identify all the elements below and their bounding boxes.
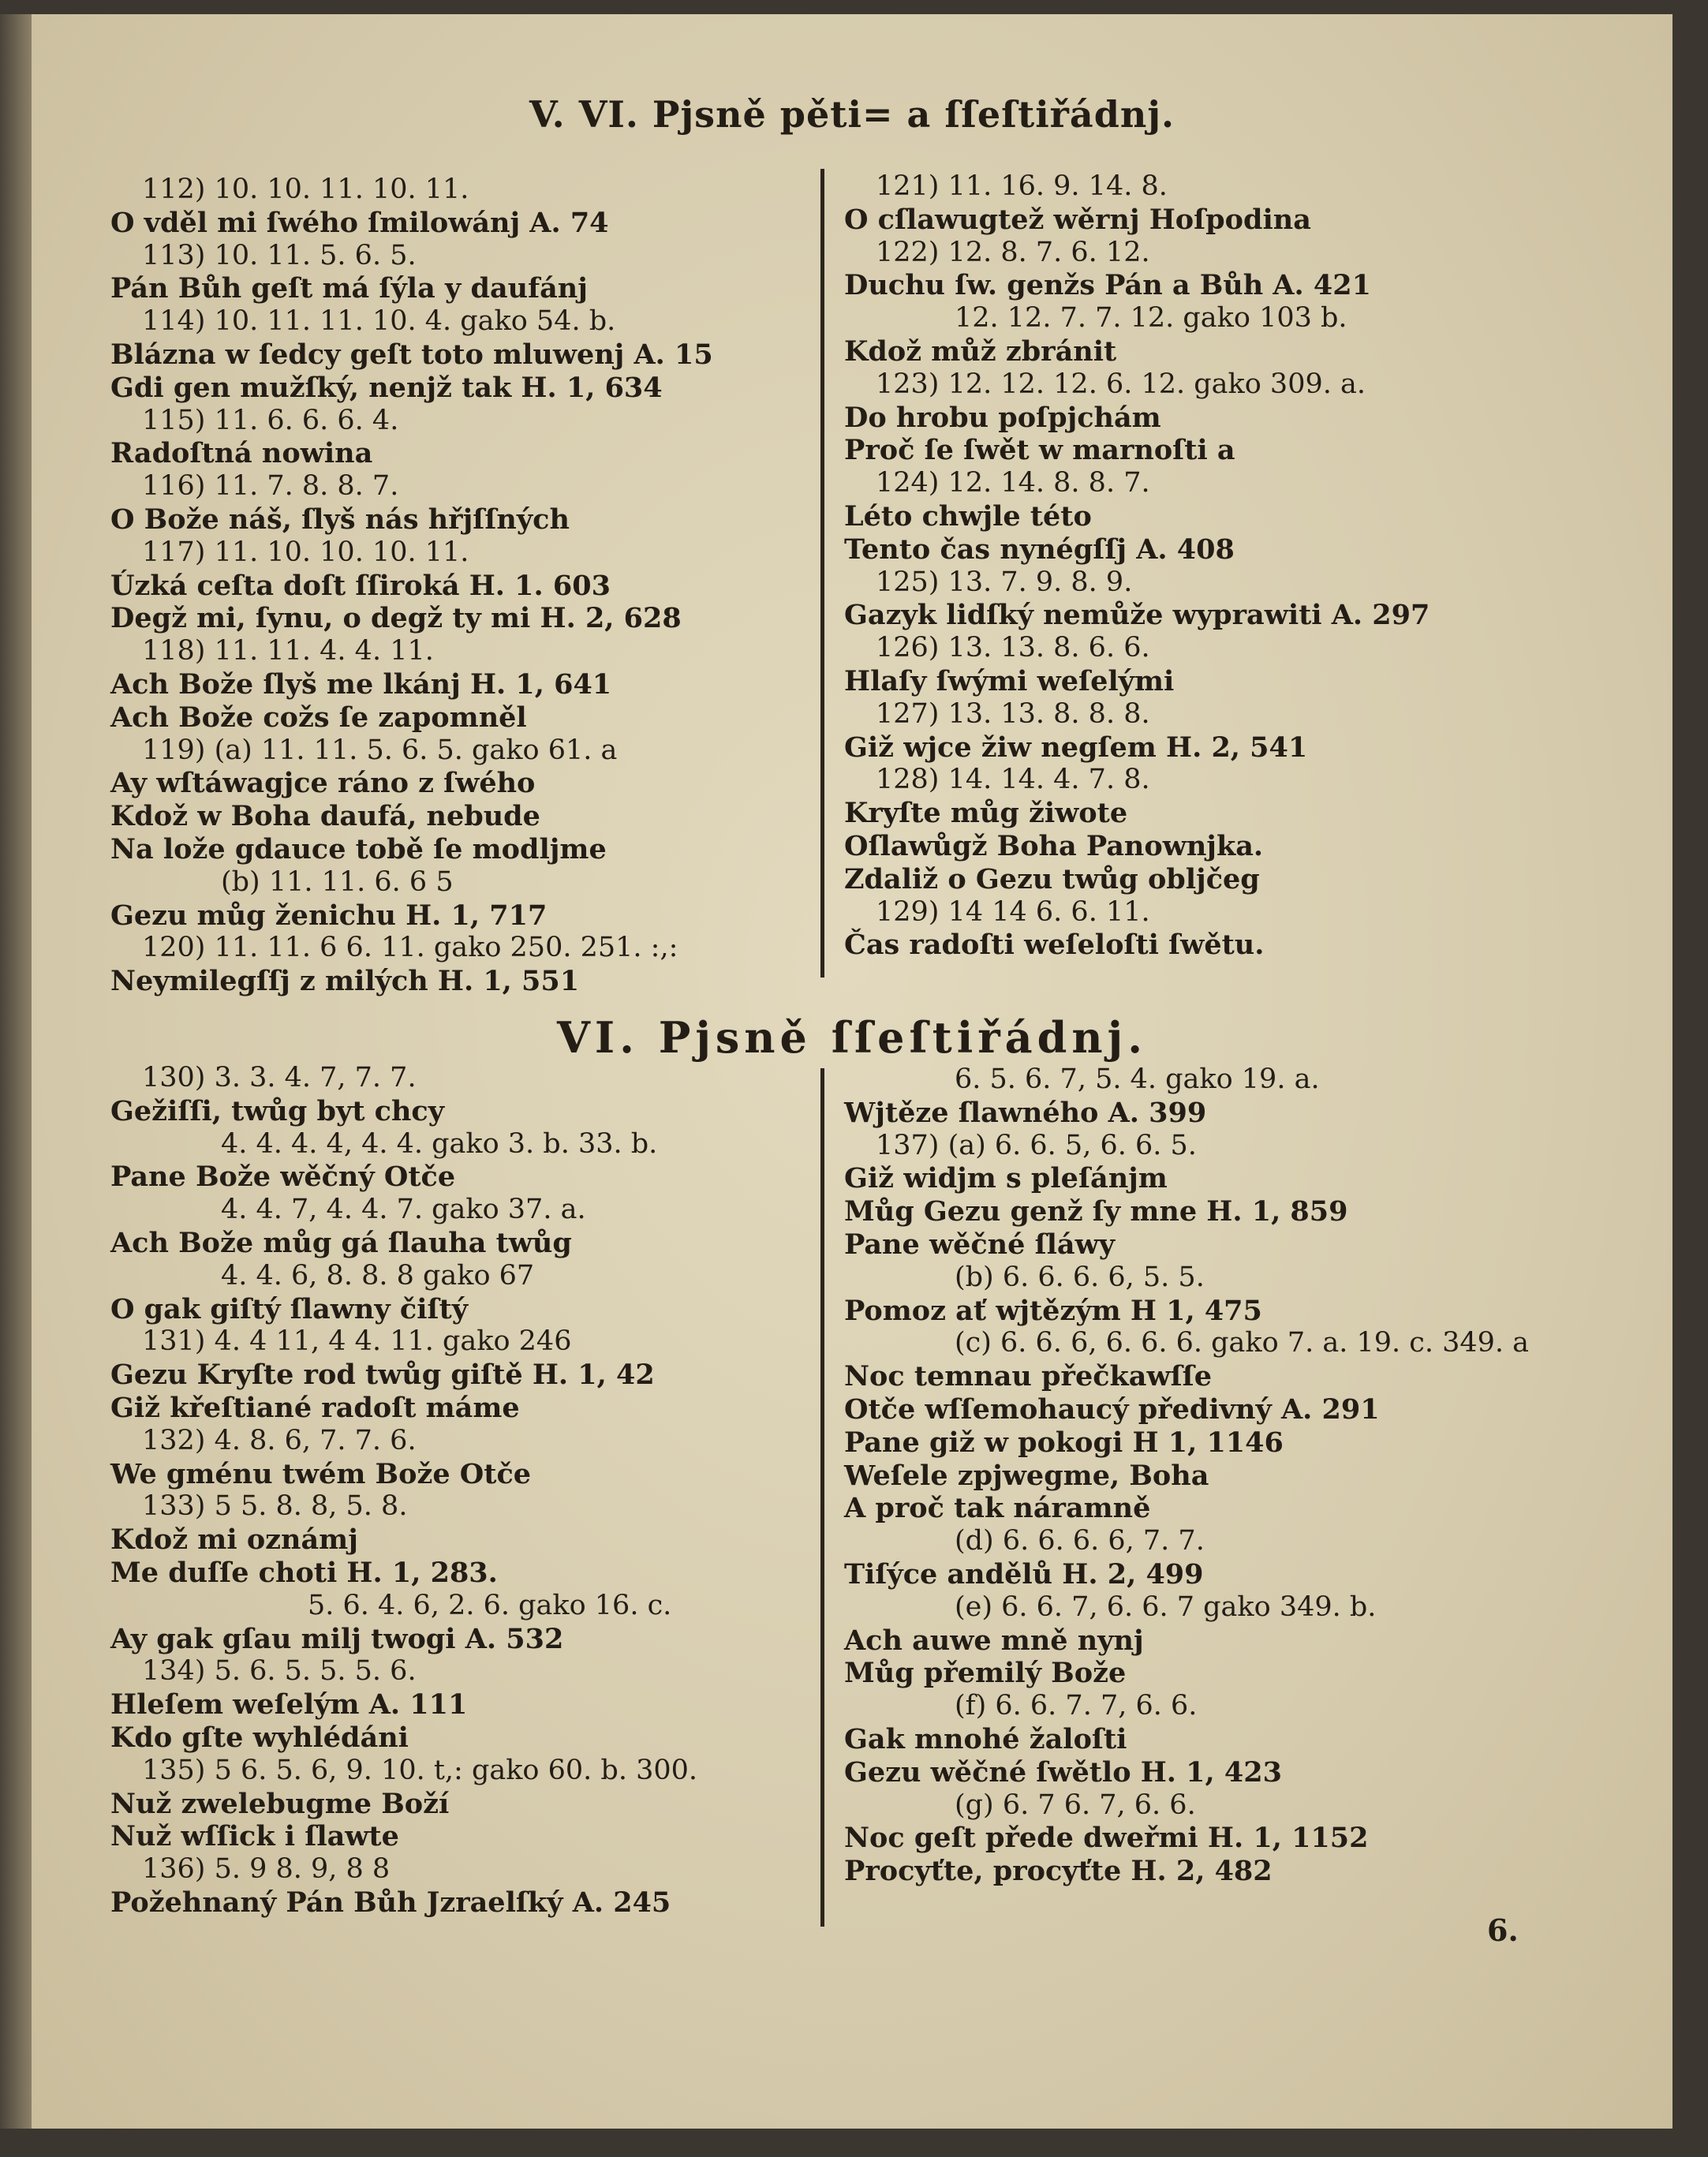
hymn-title-line: Pán Bůh geſt má ſýla y daufánj <box>110 272 588 305</box>
hymn-title-line: O vděl mi ſwého ſmilowánj A. 74 <box>110 206 609 239</box>
hymn-title-line: Pane giž w pokogi H 1, 1146 <box>844 1426 1284 1459</box>
hymn-title-line: Požehnaný Pán Bůh Jzraelſký A. 245 <box>110 1886 671 1919</box>
meter-line: 124) 12. 14. 8. 8. 7. <box>876 467 1150 499</box>
hymn-title-line: Kdož mi oznámj <box>110 1523 358 1557</box>
catchword: 6. <box>1487 1912 1519 1948</box>
meter-line: 114) 10. 11. 11. 10. 4. gako 54. b. <box>142 305 616 338</box>
meter-line: 117) 11. 10. 10. 10. 11. <box>142 536 469 568</box>
hymn-title-line: Ay gak gſau milj twogi A. 532 <box>110 1622 564 1655</box>
hymn-title-line: Blázna w ſedcy geſt toto mluwenj A. 15 <box>110 338 713 371</box>
hymn-title-line: Ach Bože cožs ſe zapomněl <box>110 701 527 734</box>
meter-line: 118) 11. 11. 4. 4. 11. <box>142 635 434 667</box>
hymn-title-line: Nuž zwelebugme Boží <box>110 1787 450 1820</box>
meter-line: 4. 4. 6, 8. 8. 8 gako 67 <box>221 1259 535 1292</box>
hymn-title-line: Noc temnau přečkawſſe <box>844 1360 1212 1393</box>
hymn-title-line: Kdož můž zbránit <box>844 335 1117 368</box>
hymn-title-line: Zdaliž o Gezu twůg oblјčeg <box>844 862 1260 895</box>
column-divider-bottom <box>820 1068 824 1927</box>
hymn-title-line: Giž křeſtiané radoſt máme <box>110 1391 520 1424</box>
meter-line: 133) 5 5. 8. 8, 5. 8. <box>142 1490 408 1523</box>
hymn-title-line: Giž wjce žiw negſem H. 2, 541 <box>844 731 1308 764</box>
running-header: V. VI. Pjsně pěti= a ſſeſtiřádnj. <box>529 93 1175 136</box>
hymn-title-line: O cſlawugtež wěrnj Hoſpodina <box>844 203 1311 236</box>
hymn-title-line: A proč tak náramně <box>844 1492 1151 1525</box>
hymn-title-line: O gak giſtý ſlawny čiſtý <box>110 1292 469 1325</box>
column-bottom-left <box>110 1062 697 1920</box>
hymn-title-line: Hleſem weſelým A. 111 <box>110 1688 468 1721</box>
meter-line: 132) 4. 8. 6, 7. 7. 6. <box>142 1424 417 1456</box>
hymn-title-line: Noc geſt přede dweřmi H. 1, 1152 <box>844 1822 1369 1855</box>
hymn-title-line: We gménu twém Bože Otče <box>110 1457 532 1490</box>
hymn-title-line: Ach Bože můg gá ſlauha twůg <box>110 1226 572 1259</box>
hymn-title-line: Kdož w Boha daufá, nebude <box>110 800 540 833</box>
meter-line: (f) 6. 6. 7. 7, 6. 6. <box>955 1690 1198 1722</box>
meter-line: 113) 10. 11. 5. 6. 5. <box>142 239 417 271</box>
hymn-title-line: Hlaſy ſwými weſelými <box>844 664 1175 697</box>
meter-line: 116) 11. 7. 8. 8. 7. <box>142 470 399 503</box>
meter-line: 125) 13. 7. 9. 8. 9. <box>876 566 1133 598</box>
column-top-left <box>110 174 713 998</box>
meter-line: 115) 11. 6. 6. 6. 4. <box>142 404 399 436</box>
hymn-title-line: Me duſſe choti H. 1, 283. <box>110 1556 498 1589</box>
meter-line: 120) 11. 11. 6 6. 11. gako 250. 251. :,: <box>142 932 678 964</box>
meter-line: 122) 12. 8. 7. 6. 12. <box>876 236 1150 268</box>
hymn-title-line: Na lože gdauce tobě ſe modljme <box>110 832 607 865</box>
hymn-title-line: Duchu ſw. genžs Pán a Bůh A. 421 <box>844 269 1371 302</box>
hymn-title-line: Tento čas nynégſſj A. 408 <box>844 533 1235 566</box>
meter-line: 137) (a) 6. 6. 5, 6. 6. 5. <box>876 1129 1197 1161</box>
hymn-title-line: Procyťte, procyťte H. 2, 482 <box>844 1855 1273 1888</box>
hymn-title-line: Gezu wěčné ſwětlo H. 1, 423 <box>844 1755 1282 1789</box>
page-gutter-shadow <box>0 14 32 2129</box>
hymn-title-line: Pane wěčné ſláwy <box>844 1228 1116 1261</box>
meter-line: 129) 14 14 6. 6. 11. <box>876 895 1150 928</box>
hymn-title-line: Do hrobu poſpjchám <box>844 401 1161 434</box>
hymn-title-line: Můg Gezu genž ſy mne H. 1, 859 <box>844 1195 1348 1228</box>
meter-line: (b) 11. 11. 6. 6 5 <box>221 865 454 898</box>
meter-line: 4. 4. 7, 4. 4. 7. gako 37. a. <box>221 1194 586 1226</box>
hymn-title-line: Oſlawůgž Boha Panownjka. <box>844 829 1264 862</box>
meter-line: (c) 6. 6. 6, 6. 6. 6. gako 7. a. 19. c. 349. a <box>955 1327 1530 1359</box>
section-title: VI. Pjsně ſſeſtiřádnj. <box>556 1012 1148 1063</box>
hymn-title-line: Ay wſtáwagjce ráno z ſwého <box>110 767 536 800</box>
book-page <box>32 14 1672 2129</box>
hymn-title-line: Nuž wſſick i ſlawte <box>110 1820 399 1853</box>
hymn-title-line: Ach auwe mně nynj <box>844 1624 1144 1657</box>
hymn-title-line: Gazyk lidſký nemůže wyprawiti A. 297 <box>844 599 1430 632</box>
meter-line: (g) 6. 7 6. 7, 6. 6. <box>955 1789 1196 1821</box>
hymn-title-line: Pane Bože wěčný Otče <box>110 1161 456 1194</box>
meter-line: 136) 5. 9 8. 9, 8 8 <box>142 1853 391 1886</box>
hymn-title-line: Gak mnohé žaloſti <box>844 1722 1127 1755</box>
hymn-title-line: Kryſte můg žiwote <box>844 797 1128 830</box>
meter-line: 135) 5 6. 5. 6, 9. 10. t,: gako 60. b. 300. <box>142 1754 697 1786</box>
hymn-title-line: Gezu můg ženichu H. 1, 717 <box>110 899 548 932</box>
hymn-title-line: Můg přemilý Bože <box>844 1657 1127 1690</box>
meter-line: 112) 10. 10. 11. 10. 11. <box>142 174 469 205</box>
meter-line: 119) (a) 11. 11. 5. 6. 5. gako 61. a <box>142 734 618 766</box>
hymn-title-line: O Bože náš, ſlyš nás hřjſſných <box>110 503 570 536</box>
hymn-title-line: Weſele zpjwegme, Boha <box>844 1459 1209 1492</box>
column-top-right <box>844 170 1430 962</box>
hymn-title-line: Úzká ceſta doſt ſſiroká H. 1. 603 <box>110 569 611 602</box>
hymn-title-line: Otče wſſemohaucý předivný A. 291 <box>844 1393 1380 1426</box>
hymn-title-line: Kdo gſte wyhlédáni <box>110 1721 409 1754</box>
hymn-title-line: Ach Bože ſlyš me lkánj H. 1, 641 <box>110 667 612 701</box>
meter-line: 12. 12. 7. 7. 12. gako 103 b. <box>955 302 1347 335</box>
hymn-title-line: Pomoz ať wjtězým H 1, 475 <box>844 1294 1262 1327</box>
meter-line: 134) 5. 6. 5. 5. 5. 6. <box>142 1655 417 1688</box>
meter-line: (e) 6. 6. 7, 6. 6. 7 gako 349. b. <box>955 1591 1377 1623</box>
meter-line: 130) 3. 3. 4. 7, 7. 7. <box>142 1062 417 1093</box>
hymn-title-line: Gdi gen mužſký, nenjž tak H. 1, 634 <box>110 371 663 404</box>
meter-line: 126) 13. 13. 8. 6. 6. <box>876 632 1150 664</box>
hymn-title-line: Léto chwjle této <box>844 499 1092 533</box>
hymn-title-line: Gezu Kryſte rod twůg giſtě H. 1, 42 <box>110 1359 655 1392</box>
hymn-title-line: Tiſýce andělů H. 2, 499 <box>844 1557 1204 1591</box>
column-bottom-right <box>844 1064 1529 1888</box>
meter-line: 128) 14. 14. 4. 7. 8. <box>876 764 1150 796</box>
hymn-title-line: Giž widjm s pleſánjm <box>844 1162 1168 1195</box>
meter-line: 6. 5. 6. 7, 5. 4. gako 19. a. <box>955 1064 1320 1095</box>
meter-line: 127) 13. 13. 8. 8. 8. <box>876 697 1150 730</box>
meter-line: 121) 11. 16. 9. 14. 8. <box>876 170 1168 202</box>
hymn-title-line: Wjtěze ſlawného A. 399 <box>844 1096 1207 1129</box>
hymn-title-line: Proč ſe ſwět w marnoſti a <box>844 434 1235 467</box>
meter-line: 4. 4. 4. 4, 4. 4. gako 3. b. 33. b. <box>221 1127 658 1160</box>
meter-line: 131) 4. 4 11, 4 4. 11. gako 246 <box>142 1325 572 1358</box>
hymn-title-line: Degž mi, ſynu, o degž ty mi H. 2, 628 <box>110 602 682 635</box>
meter-line: 123) 12. 12. 12. 6. 12. gako 309. a. <box>876 368 1366 400</box>
meter-line: (b) 6. 6. 6. 6, 5. 5. <box>955 1261 1205 1293</box>
column-divider-top <box>820 169 824 978</box>
hymn-title-line: Gežiſſi, twůg byt chcy <box>110 1094 445 1127</box>
hymn-title-line: Neymilegſſj z milých H. 1, 551 <box>110 965 580 998</box>
hymn-title-line: Radoſtná nowina <box>110 437 373 470</box>
hymn-title-line: Čas radoſti weſeloſti ſwětu. <box>844 929 1265 962</box>
meter-line: 5. 6. 4. 6, 2. 6. gako 16. c. <box>308 1589 672 1621</box>
meter-line: (d) 6. 6. 6. 6, 7. 7. <box>955 1525 1205 1557</box>
